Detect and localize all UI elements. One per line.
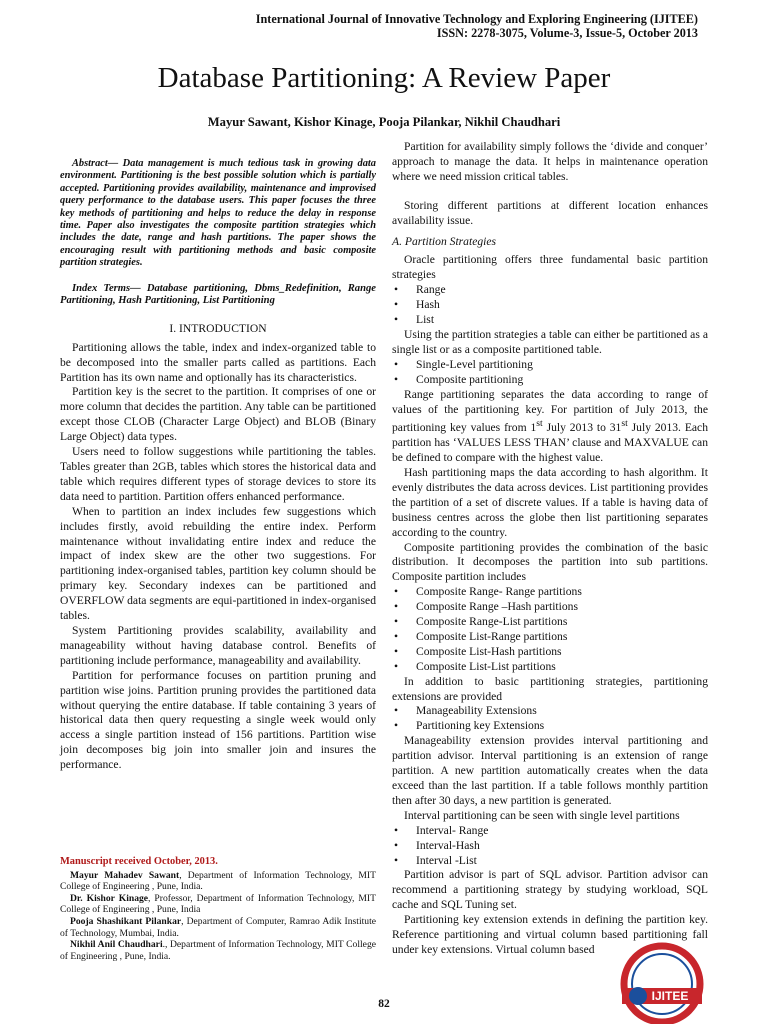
logo-emblem bbox=[629, 987, 647, 1005]
body-paragraph: Composite partitioning provides the combination of the basic distribution. It decomposes the partition into sub partitions. Composite partition includes bbox=[392, 540, 708, 584]
right-column bbox=[392, 140, 708, 958]
list-item: • Interval- Range bbox=[392, 824, 708, 839]
text-run: July 2013. Each partition has ‘VALUES LESS THAN’ clause and MAXVALUE can be defined to compare with the highest value. bbox=[392, 421, 708, 465]
text-run: July 2013 to 31 bbox=[542, 421, 622, 435]
list-item: • Composite List-Hash partitions bbox=[392, 645, 708, 660]
list-item: • Composite Range- Range partitions bbox=[392, 585, 708, 600]
footnote-author-affiliation: ., Department of Information Technology, MIT College of Engineering , Pune, India. bbox=[60, 939, 376, 962]
body-paragraph: Storing different partitions at different location enhances availability issue. bbox=[392, 198, 708, 227]
body-paragraph: Interval partitioning can be seen with single level partitions bbox=[404, 808, 680, 822]
logo-inner-ring bbox=[632, 954, 692, 1014]
list-item: • Composite Range-List partitions bbox=[392, 615, 708, 630]
manuscript-received: Manuscript received October, 2013. bbox=[60, 856, 218, 867]
journal-issn: ISSN: 2278-3075, Volume-3, Issue-5, October 2013 bbox=[436, 26, 698, 40]
partitioning-level-list bbox=[392, 358, 708, 388]
journal-header bbox=[138, 12, 698, 40]
footnote-author-affiliation: , Department of Computer, Ramrao Adik Institute of Technology, Mumbai, India. bbox=[60, 915, 376, 939]
extension-list bbox=[392, 704, 708, 734]
page-number: 82 bbox=[378, 998, 390, 1010]
intro-paragraph: Partitioning allows the table, index and index-organized table to be decomposed into the smaller parts called as partitions. Each Partition has its own name and optionally has its characteristics. bbox=[60, 340, 376, 384]
page-title: Database Partitioning: A Review Paper bbox=[157, 62, 611, 94]
logo-text: IJITEE bbox=[651, 989, 689, 1003]
ordinal-suffix: st bbox=[621, 418, 628, 430]
left-column bbox=[60, 158, 376, 773]
body-paragraph: Partitioning key extension extends in defining the partition key. Reference partitioning and virtual column based partitioning fall under key extensions. Virtual column based bbox=[392, 913, 708, 956]
range-partitioning-paragraph bbox=[392, 388, 708, 466]
intro-paragraph: When to partition an index includes few suggestions which includes firstly, avoid rebuilding the entire index. Perform maintenance without invalidating entire index and reduce the impact of index skew are the other two suggestions. For partitioning index-organised tables, partition key column should be primary key. Secondary indexes can be partitioned and OVERFLOW data segments are equi-partitioned in index-organised tables. bbox=[60, 504, 376, 623]
ijitee-logo bbox=[612, 936, 712, 1024]
intro-paragraph: Users need to follow suggestions while partitioning the tables. Tables greater than 2GB, tables which stores the historical data and table which requires different types of storage devices to store its data need to partition. Partition offers enhanced performance. bbox=[60, 445, 376, 503]
list-item: • Composite List-Range partitions bbox=[392, 630, 708, 645]
list-item: • Partitioning key Extensions bbox=[392, 719, 708, 734]
footnote-author-2 bbox=[60, 893, 376, 916]
abstract: Abstract— Data management is much tedious task in growing data environment. Partitioning is the best possible solution which is partially accepted. Partitioning provides availability, maintenance and improvised query performance to the database users. This paper focuses the three key methods of partitioning and helps to reduce the delay in response time. Paper also investigates the composite partition strategies which includes the date, range and hash partitions. The paper shows the encouraging result with partitioning methods and basic composite partition strategies. bbox=[60, 158, 376, 269]
list-item: • Hash bbox=[392, 298, 708, 313]
list-item: • Composite List-List partitions bbox=[392, 660, 708, 675]
strategy-list bbox=[392, 283, 708, 328]
list-item: • List bbox=[392, 313, 708, 328]
intro-paragraph: Partition key is the secret to the partition. It comprises of one or more column that decides the partition. Any table can be partitioned except those CLOB (Character Large Object) and BLOB (Binary Large Object) data types. bbox=[60, 385, 376, 444]
subsection-heading-partition-strategies: A. Partition Strategies bbox=[392, 234, 497, 248]
author-list: Mayur Sawant, Kishor Kinage, Pooja Pilankar, Nikhil Chaudhari bbox=[207, 115, 561, 129]
footnote-author-4 bbox=[60, 939, 376, 962]
interval-list bbox=[392, 824, 708, 869]
journal-name: International Journal of Innovative Technology and Exploring Engineering (IJITEE) bbox=[255, 12, 698, 26]
body-paragraph: Hash partitioning maps the data according to hash algorithm. It evenly distributes the data across devices. List partitioning provides the partition of a set of discrete values. If a table is having data of business centres across the globe then list partitioning separates according to the country. bbox=[392, 465, 708, 539]
body-paragraph: Oracle partitioning offers three fundamental basic partition strategies bbox=[392, 253, 708, 282]
ordinal-suffix: st bbox=[536, 418, 543, 430]
footnote-author-name: Dr. Kishor Kinage bbox=[70, 892, 149, 904]
body-paragraph: Partition advisor is part of SQL advisor. Partition advisor can recommend a partitioning strategy by studying workload, SQL cache and SQL Tuning set. bbox=[392, 868, 708, 912]
footnote-author-name: Pooja Shashikant Pilankar bbox=[70, 915, 182, 927]
intro-paragraph: Partition for performance focuses on partition pruning and partition wise joins. Partition pruning provides the partitioned data without querying the entire database. If table containing 3 years of historical data then query requesting a single week would only access a single partition instead of 156 partitions. Partition wise join decomposes big join into smaller join and insures the performance. bbox=[60, 668, 376, 772]
footnote-author-name: Mayur Mahadev Sawant bbox=[70, 869, 180, 881]
footnote-author-1 bbox=[60, 870, 376, 893]
text-run: Range partitioning separates the data according to range of values of the partitioning key. For partition of July 2013, the partitioning key values from 1 bbox=[392, 387, 708, 435]
body-paragraph: Manageability extension provides interval partitioning and partition advisor. Interval partitioning is an extension of range partition. A new partition automatically creates when the data exceed than the last partition. If a table follows monthly partition then after 30 days, a new partition is generated. bbox=[392, 734, 708, 807]
list-item: • Interval -List bbox=[392, 854, 708, 869]
composite-partition-list bbox=[392, 585, 708, 674]
list-item: • Single-Level partitioning bbox=[392, 358, 708, 373]
footnote-author-affiliation: , Professor, Department of Information Technology, MIT College of Engineering , Pune, India bbox=[60, 892, 376, 916]
body-paragraph: In addition to basic partitioning strategies, partitioning extensions are provided bbox=[392, 674, 708, 703]
list-item: • Interval-Hash bbox=[392, 839, 708, 854]
author-footnotes bbox=[60, 856, 376, 962]
list-item: • Manageability Extensions bbox=[392, 704, 708, 719]
intro-paragraph: System Partitioning provides scalability, availability and manageability without having database control. Benefits of partitioning include performance, manageability and availability. bbox=[60, 623, 376, 667]
footnote-author-affiliation: , Department of Information Technology, MIT College of Engineering , Pune, India. bbox=[60, 869, 376, 893]
footnote-author-3 bbox=[60, 916, 376, 939]
body-paragraph: Using the partition strategies a table can either be partitioned as a single list or as a composite partitioned table. bbox=[392, 327, 708, 356]
list-item: • Composite partitioning bbox=[392, 373, 708, 388]
body-paragraph: Partition for availability simply follows the ‘divide and conquer’ approach to manage the data. It helps in maintenance operation where we need mission critical tables. bbox=[392, 140, 708, 183]
index-terms: Index Terms— Database partitioning, Dbms_Redefinition, Range Partitioning, Hash Partitioning, List Partitioning bbox=[60, 282, 376, 307]
footnote-author-name: Nikhil Anil Chaudhari bbox=[70, 939, 163, 951]
section-heading-introduction: I. INTRODUCTION bbox=[169, 321, 267, 335]
list-item: • Composite Range –Hash partitions bbox=[392, 600, 708, 615]
list-item: • Range bbox=[392, 283, 708, 298]
